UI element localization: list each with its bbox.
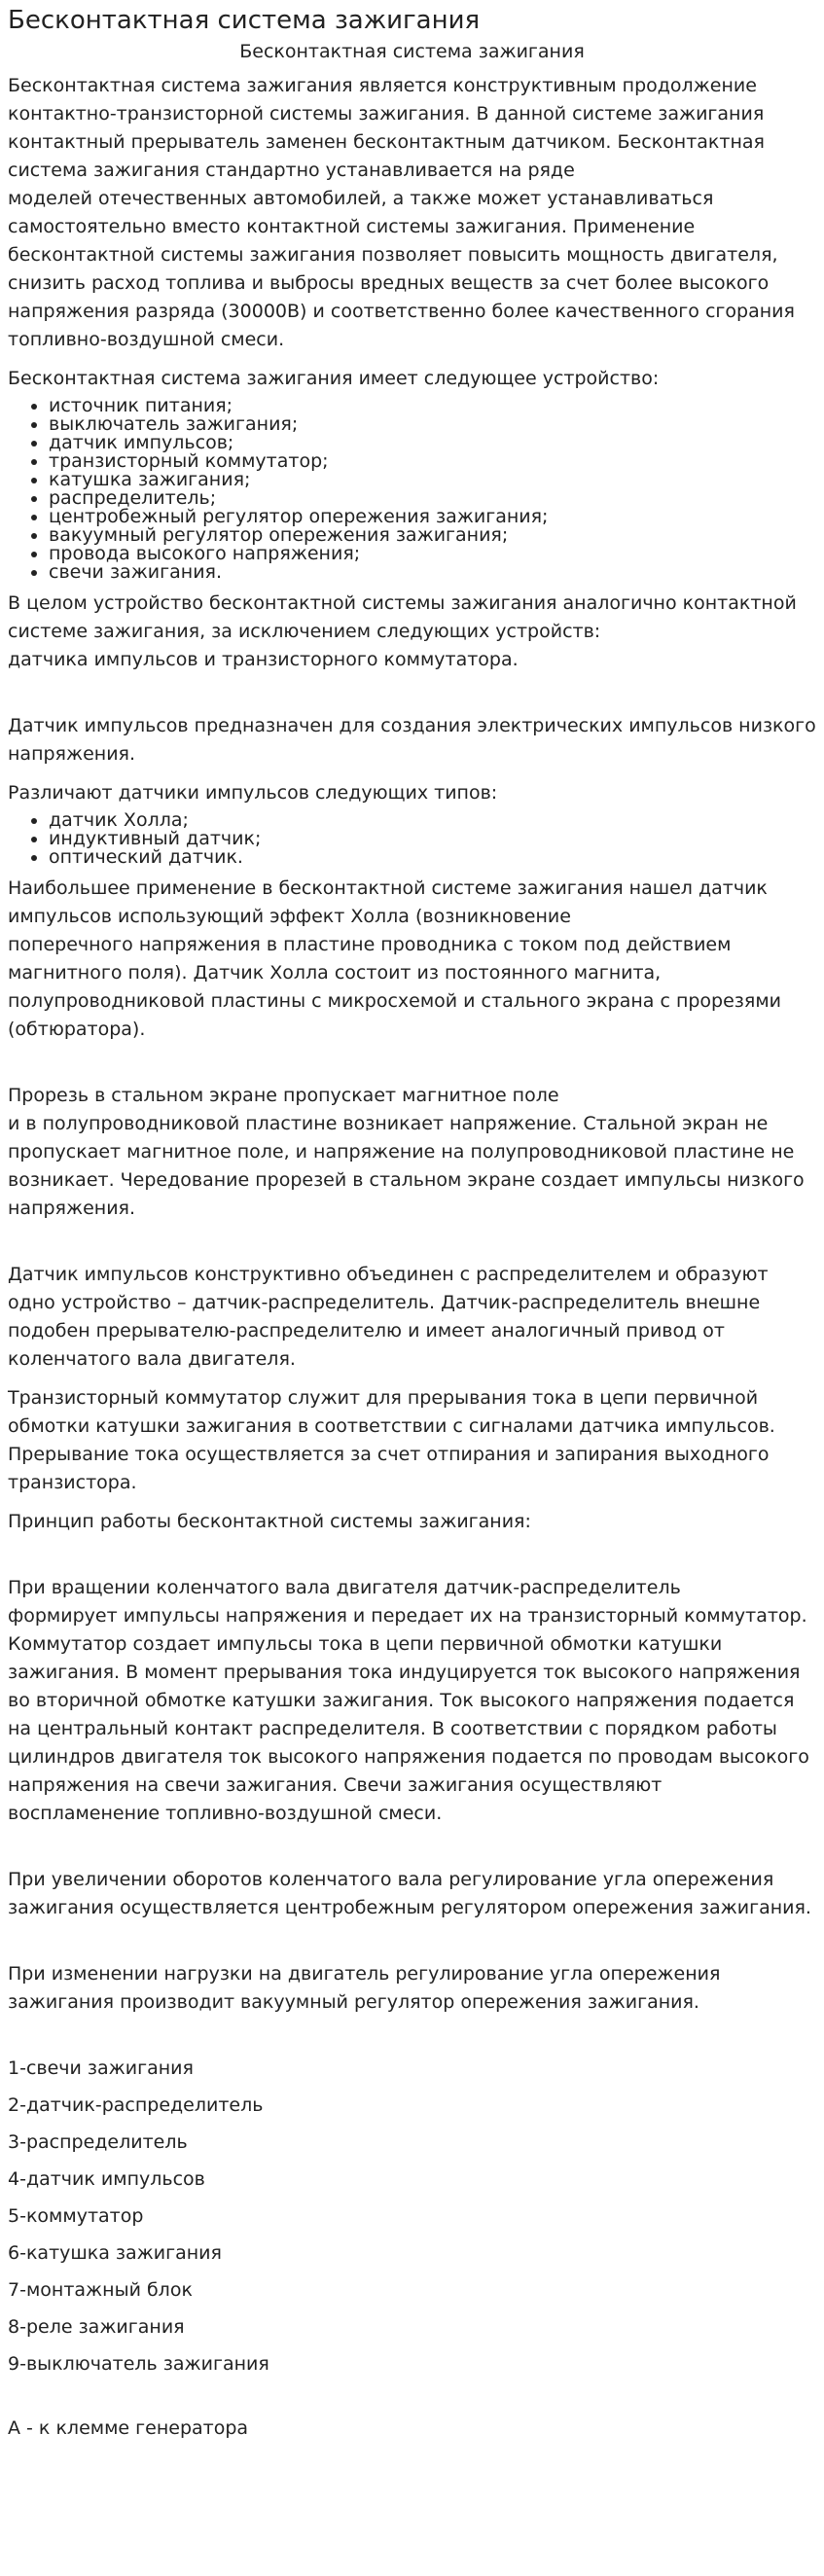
legend-item: 3-распределитель — [8, 2131, 188, 2153]
legend-item: 2-датчик-распределитель — [8, 2094, 264, 2116]
legend-item: 5-коммутатор — [8, 2205, 144, 2227]
hall-sensor-paragraph: Наибольшее применение в бесконтактной системе зажигания нашел датчик импульсов использующий эффект Холла (возникновение поперечного напряжения в пластине проводника с током под действием магнитного поля). Датчик Холла состоит из постоянного магнита, полупроводниковой пластины с микросхемой и стального экрана с прорезями (обтюратора). — [8, 877, 782, 1040]
page-subtitle: Бесконтактная система зажигания — [239, 41, 585, 62]
list-item: • выключатель зажигания; — [49, 415, 816, 434]
distributor-paragraph: Датчик импульсов конструктивно объединен с распределителем и образуют одно устройство – датчик-распределитель. Датчик-распределитель внешне подобен прерывателю-распределителю и имеет аналогичный привод от коленчатого вала двигателя. — [8, 1264, 769, 1370]
intro-paragraph: Бесконтактная система зажигания является конструктивным продолжение контактно-транзисторной системы зажигания. В данной системе зажигания контактный прерыватель заменен бесконтактным датчиком. Бесконтактная система зажигания стандартно устанавливается на ряде моделей отечественных автомобилей, а также может устанавливаться самостоятельно вместо контактной системы зажигания. Применение бесконтактной системы зажигания позволяет повысить мощность двигателя, снизить расход топлива и выбросы вредных веществ за счет более высокого напряжения разряда (30000В) и соответственно более качественного сгорания топливно-воздушной смеси. — [8, 75, 795, 350]
principle-paragraph: При вращении коленчатого вала двигателя датчик-распределитель формирует импульсы напряжения и передает их на транзисторный коммутатор. Коммутатор создает импульсы тока в цепи первичной обмотки катушки зажигания. В момент прерывания тока индуцируется ток высокого напряжения во вторичной обмотке катушки зажигания. Ток высокого напряжения подается на центральный контакт распределителя. В соответствии с порядком работы цилиндров двигателя ток высокого напряжения подается по проводам высокого напряжения на свечи зажигания. Свечи зажигания осуществляют воспламенение топливно-воздушной смеси. — [8, 1577, 809, 1824]
similarity-paragraph: В целом устройство бесконтактной системы зажигания аналогично контактной системе зажигания, за исключением следующих устройств: датчика импульсов и транзисторного коммутатора. — [8, 592, 797, 670]
principle-heading: Принцип работы бесконтактной системы зажигания: — [8, 1511, 531, 1532]
device-list — [8, 397, 816, 582]
legend-item: 8-реле зажигания — [8, 2316, 185, 2338]
sensor-types-intro: Различают датчики импульсов следующих типов: — [8, 782, 498, 804]
spacer — [8, 685, 816, 712]
list-item: • провода высокого напряжения; — [49, 545, 816, 563]
list-item: • оптический датчик. — [49, 848, 816, 867]
list-item: • свечи зажигания. — [49, 563, 816, 582]
legend-item: 7-монтажный блок — [8, 2279, 193, 2301]
page-title: Бесконтактная система зажигания — [8, 6, 481, 35]
device-intro: Бесконтактная система зажигания имеет следующее устройство: — [8, 368, 660, 389]
spacer — [8, 1547, 816, 1574]
legend-item: 9-выключатель зажигания — [8, 2353, 269, 2375]
legend-item: 1-свечи зажигания — [8, 2057, 194, 2079]
legend-item: 6-катушка зажигания — [8, 2242, 222, 2264]
legend-item: 4-датчик импульсов — [8, 2168, 205, 2190]
list-item: • центробежный регулятор опережения зажигания; — [49, 508, 816, 526]
spacer — [8, 1933, 816, 1960]
sensor-purpose-paragraph: Датчик импульсов предназначен для создания электрических импульсов низкого напряжения. — [8, 715, 816, 765]
vacuum-paragraph: При изменении нагрузки на двигатель регулирование угла опережения зажигания производит вакуумный регулятор опережения зажигания. — [8, 1963, 721, 2013]
sensor-types-list — [8, 811, 816, 867]
centrifugal-paragraph: При увеличении оборотов коленчатого вала регулирование угла опережения зажигания осуществляется центробежным регулятором опережения зажигания. — [8, 1869, 811, 1918]
spacer — [8, 2027, 816, 2055]
spacer — [8, 1055, 816, 1082]
spacer — [8, 2387, 816, 2415]
commutator-paragraph: Транзисторный коммутатор служит для прерывания тока в цепи первичной обмотки катушки зажигания в соответствии с сигналами датчика импульсов. Прерывание тока осуществляется за счет отпирания и запирания выходного транзистора. — [8, 1387, 775, 1493]
list-item: • распределитель; — [49, 489, 816, 508]
spacer — [8, 1839, 816, 1866]
terminal-note: А - к клемме генератора — [8, 2417, 249, 2439]
list-item: • индуктивный датчик; — [49, 830, 816, 848]
article — [0, 6, 824, 2443]
list-item: • датчик импульсов; — [49, 434, 816, 452]
list-item: • вакуумный регулятор опережения зажигания; — [49, 526, 816, 545]
list-item: • датчик Холла; — [49, 811, 816, 830]
list-item: • катушка зажигания; — [49, 471, 816, 489]
diagram-legend — [8, 2055, 816, 2379]
list-item: • источник питания; — [49, 397, 816, 415]
slot-screen-paragraph: Прорезь в стальном экране пропускает магнитное поле и в полупроводниковой пластине возникает напряжение. Стальной экран не пропускает магнитное поле, и напряжение на полупроводниковой пластине не возникает. Чередование прорезей в стальном экране создает импульсы низкого напряжения. — [8, 1085, 805, 1219]
spacer — [8, 1234, 816, 1261]
list-item: • транзисторный коммутатор; — [49, 452, 816, 471]
